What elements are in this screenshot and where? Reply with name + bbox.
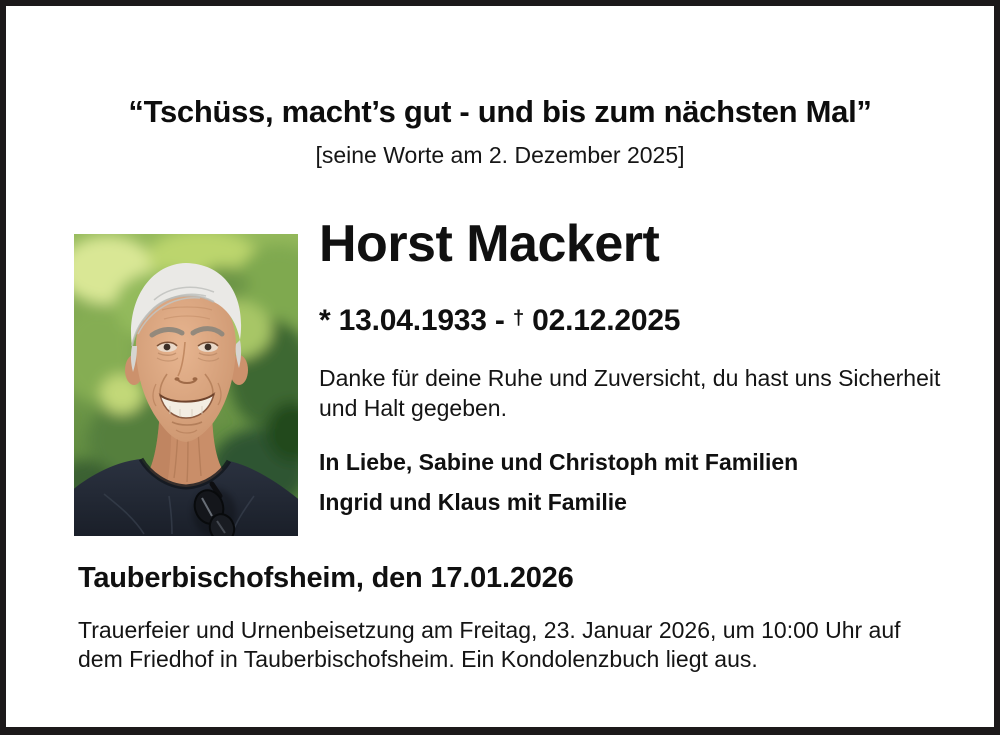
life-dates [319, 304, 969, 338]
main-block [319, 215, 969, 516]
death-symbol: † [512, 307, 524, 330]
tribute-message: Danke für deine Ruhe und Zuversicht, du hast uns Sicherheit und Halt gegeben. [319, 365, 941, 421]
birth-date: 13.04.1933 [338, 304, 487, 337]
mourner-line: Ingrid und Klaus mit Familie [319, 489, 627, 515]
place-and-date: Tauberbischofsheim, den 17.01.2026 [78, 562, 574, 594]
quote-attribution: [seine Worte am 2. Dezember 2025] [315, 142, 685, 168]
deceased-name: Horst Mackert [319, 215, 660, 273]
funeral-information: Trauerfeier und Urnenbeisetzung am Freitag, 23. Januar 2026, um 10:00 Uhr auf dem Friedhof in Tauberbischofsheim. Ein Kondolenzbuch liegt aus. [78, 617, 901, 672]
birth-symbol: * [319, 304, 331, 337]
portrait-photo [74, 234, 298, 536]
headline-quote: “Tschüss, macht’s gut - und bis zum nächsten Mal” [128, 94, 872, 129]
header-block [6, 94, 994, 169]
dates-separator: - [494, 304, 505, 337]
death-date: 02.12.2025 [532, 304, 681, 337]
mourner-line: In Liebe, Sabine und Christoph mit Familien [319, 449, 799, 475]
portrait-illustration [74, 234, 298, 536]
footer-block [78, 562, 958, 674]
